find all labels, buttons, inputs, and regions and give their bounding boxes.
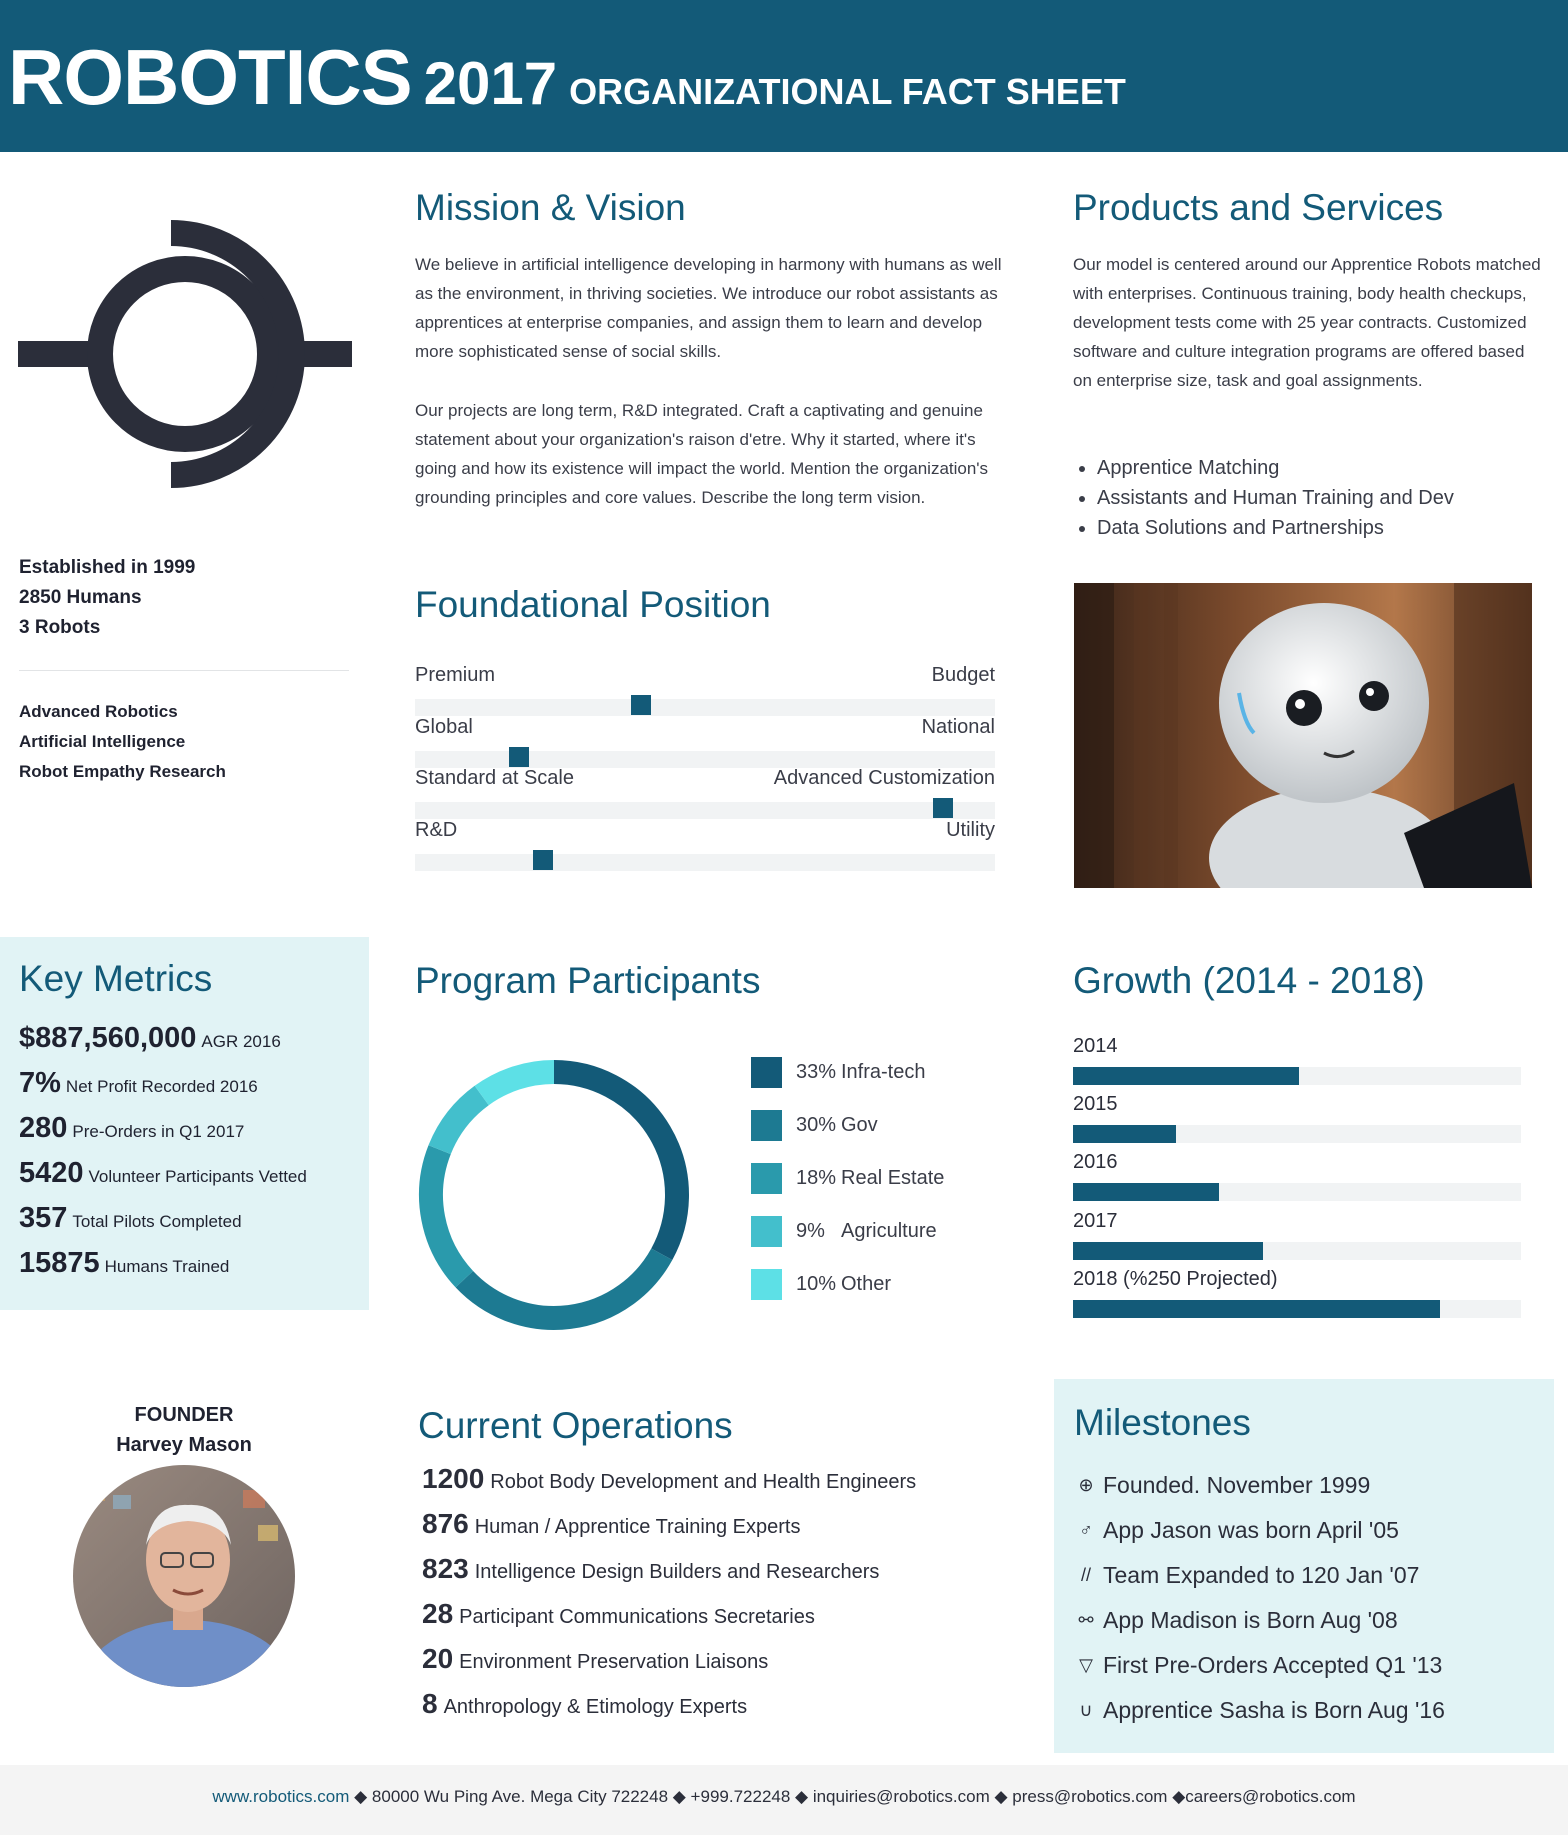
position-marker (509, 747, 529, 767)
metric-value: 357 (19, 1202, 68, 1234)
position-marker (933, 798, 953, 818)
operation-count: 28 (422, 1598, 454, 1629)
area-item: Robot Empathy Research (19, 762, 226, 781)
donut-slice-gov (464, 1254, 661, 1318)
operation-label: Robot Body Development and Health Engineers (490, 1471, 917, 1493)
triangle-icon: ▽ (1079, 1655, 1093, 1675)
metric-item (19, 1247, 229, 1280)
operation-item (422, 1508, 800, 1540)
metric-value: $887,560,000 (19, 1022, 197, 1054)
position-left-label: Global (415, 716, 473, 738)
milestone-item (1075, 1472, 1370, 1499)
milestone-text: First Pre-Orders Accepted Q1 '13 (1103, 1652, 1443, 1678)
position-marker (631, 695, 651, 715)
products-text (1073, 250, 1543, 425)
milestone-item (1075, 1697, 1445, 1724)
metric-item (19, 1022, 281, 1055)
legend-swatch (751, 1057, 782, 1088)
legend-label: Real Estate (841, 1166, 945, 1189)
milestone-item (1075, 1562, 1419, 1589)
legend-item (751, 1216, 937, 1246)
products-list-item: • Assistants and Human Training and Dev (1097, 483, 1567, 513)
milestone-item (1075, 1652, 1442, 1679)
growth-title: Growth (2014 - 2018) (1073, 960, 1425, 1001)
legend-label: Other (841, 1272, 892, 1295)
operation-count: 1200 (422, 1463, 485, 1494)
operation-count: 20 (422, 1643, 454, 1674)
link-icon: ⚯ (1078, 1610, 1094, 1630)
legend-percent: 10% (796, 1272, 837, 1295)
growth-label: 2015 (1073, 1093, 1118, 1115)
legend-label: Agriculture (841, 1219, 937, 1242)
milestone-item (1075, 1607, 1398, 1634)
mission-title: Mission & Vision (415, 187, 686, 228)
position-left-label: Premium (415, 664, 496, 686)
operation-count: 876 (422, 1508, 469, 1539)
legend-label: Infra-tech (841, 1060, 926, 1083)
products-title: Products and Services (1073, 187, 1444, 228)
operation-label: Environment Preservation Liaisons (459, 1651, 769, 1673)
position-track (415, 802, 995, 819)
legend-item (751, 1163, 944, 1193)
operation-item (422, 1598, 815, 1630)
growth-bar (1073, 1183, 1219, 1201)
position-track (415, 751, 995, 768)
robot-photo (1074, 583, 1532, 888)
metric-value: 15875 (19, 1247, 100, 1279)
growth-label: 2016 (1073, 1151, 1118, 1173)
products-list-item: • Data Solutions and Partnerships (1097, 513, 1567, 543)
legend-swatch (751, 1163, 782, 1194)
legend-percent: 30% (796, 1113, 837, 1136)
milestone-text: App Jason was born April '05 (1103, 1517, 1399, 1543)
metric-value: 5420 (19, 1157, 84, 1189)
website-link[interactable]: www.robotics.com (212, 1787, 350, 1806)
growth-bar (1073, 1067, 1299, 1085)
donut-slice-agriculture (440, 1095, 482, 1149)
operation-count: 823 (422, 1553, 469, 1584)
area-item: Artificial Intelligence (19, 732, 186, 751)
mission-paragraph: Our projects are long term, R&D integrated. Craft a captivating and genuine statement about your organization's raison d'etre. Why it started, where it's going and how its existence will impact the world. Mention the organization's grounding principles and core values. Describe the long term vision. (415, 401, 989, 507)
operation-label: Intelligence Design Builders and Researchers (474, 1561, 880, 1583)
position-row (415, 819, 995, 847)
position-row (415, 664, 995, 692)
position-right-label: Utility (946, 819, 995, 841)
mission-paragraph: We believe in artificial intelligence developing in harmony with humans as well as the environment, in thriving societies. We introduce our robot assistants as apprentices at enterprise companies, and assign them to learn and develop more sophisticated sense of social skills. (415, 255, 1002, 361)
founder-block (70, 1400, 298, 1460)
growth-row (1073, 1210, 1521, 1236)
position-row (415, 767, 995, 795)
growth-bar (1073, 1300, 1440, 1318)
growth-row (1073, 1268, 1521, 1294)
metric-label: Total Pilots Completed (72, 1212, 242, 1231)
milestone-text: App Madison is Born Aug '08 (1103, 1607, 1398, 1633)
page-title (8, 32, 1126, 123)
foundational-title: Foundational Position (415, 584, 771, 625)
legend-swatch (751, 1269, 782, 1300)
metric-label: Humans Trained (104, 1257, 230, 1276)
growth-label: 2014 (1073, 1035, 1118, 1057)
donut-slice-other (482, 1072, 554, 1095)
birth-icon: ♂ (1079, 1520, 1093, 1540)
footer-contact (0, 1787, 1568, 1807)
operation-count: 8 (422, 1688, 438, 1719)
area-item: Advanced Robotics (19, 702, 178, 721)
growth-bar (1073, 1242, 1263, 1260)
metric-item (19, 1202, 242, 1235)
position-marker (533, 850, 553, 870)
operations-title: Current Operations (418, 1405, 733, 1446)
participants-title: Program Participants (415, 960, 761, 1001)
fact-established: Established in 1999 (19, 557, 196, 578)
legend-percent: 33% (796, 1060, 837, 1083)
mission-text (415, 250, 1005, 542)
metric-label: Net Profit Recorded 2016 (65, 1077, 258, 1096)
metric-item (19, 1112, 244, 1145)
products-paragraph: Our model is centered around our Apprentice Robots matched with enterprises. Continuous training, body health checkups, development tests come with 25 year contracts. Customized software and culture integration programs are offered based on enterprise size, task and goal assignments. (1073, 255, 1541, 390)
milestone-item (1075, 1517, 1399, 1544)
donut-slice-real-estate (431, 1150, 464, 1279)
fact-robots: 3 Robots (19, 617, 101, 638)
growth-label: 2017 (1073, 1210, 1118, 1232)
divider (19, 670, 349, 671)
metric-value: 7% (19, 1067, 61, 1099)
metric-label: Pre-Orders in Q1 2017 (72, 1122, 245, 1141)
org-areas (19, 697, 226, 787)
position-right-label: Advanced Customization (773, 767, 995, 789)
products-list (1073, 453, 1567, 543)
title-sub: ORGANIZATIONAL FACT SHEET (569, 71, 1126, 112)
founder-label: FOUNDER (134, 1404, 234, 1426)
fact-humans: 2850 Humans (19, 587, 142, 608)
title-main: ROBOTICS (8, 33, 412, 121)
growth-row (1073, 1151, 1521, 1177)
milestones-title: Milestones (1074, 1402, 1251, 1443)
milestone-text: Apprentice Sasha is Born Aug '16 (1103, 1697, 1445, 1723)
founded-icon: ⊕ (1078, 1475, 1094, 1495)
growth-row (1073, 1035, 1521, 1061)
position-track (415, 854, 995, 871)
operation-label: Participant Communications Secretaries (459, 1606, 815, 1628)
legend-swatch (751, 1110, 782, 1141)
position-left-label: Standard at Scale (415, 767, 574, 789)
operation-item (422, 1643, 768, 1675)
footer-contact-details: ◆ 80000 Wu Ping Ave. Mega City 722248 ◆ +999.722248 ◆ inquiries@robotics.com ◆ press@robotics.com ◆careers@robotics.com (349, 1787, 1356, 1806)
legend-item (751, 1057, 925, 1087)
operation-label: Anthropology & Etimology Experts (443, 1696, 748, 1718)
growth-row (1073, 1093, 1521, 1119)
milestone-text: Founded. November 1999 (1103, 1472, 1371, 1498)
metrics-title: Key Metrics (19, 958, 213, 999)
metric-item (19, 1157, 307, 1190)
operation-item (422, 1688, 747, 1720)
magnet-icon: ∪ (1079, 1700, 1093, 1720)
metric-item (19, 1067, 258, 1100)
position-track (415, 699, 995, 716)
operation-item (422, 1463, 916, 1495)
org-facts (19, 553, 195, 643)
metric-label: AGR 2016 (201, 1032, 281, 1051)
title-year: 2017 (423, 50, 558, 117)
operation-label: Human / Apprentice Training Experts (474, 1516, 801, 1538)
position-row (415, 716, 995, 744)
legend-item (751, 1269, 891, 1299)
expand-icon: // (1080, 1565, 1091, 1585)
founder-avatar (73, 1465, 295, 1687)
participants-donut-chart (414, 1055, 694, 1335)
position-right-label: National (921, 716, 995, 738)
position-right-label: Budget (931, 664, 995, 686)
legend-item (751, 1110, 878, 1140)
company-logo (18, 220, 352, 490)
legend-label: Gov (841, 1113, 878, 1136)
founder-name: Harvey Mason (116, 1434, 252, 1456)
legend-swatch (751, 1216, 782, 1247)
milestone-text: Team Expanded to 120 Jan '07 (1103, 1562, 1420, 1588)
metric-value: 280 (19, 1112, 68, 1144)
products-list-item: • Apprentice Matching (1097, 453, 1567, 483)
growth-label: 2018 (%250 Projected) (1073, 1268, 1278, 1290)
legend-percent: 18% (796, 1166, 837, 1189)
growth-bar (1073, 1125, 1176, 1143)
legend-percent: 9% (796, 1219, 825, 1242)
donut-slice-infra-tech (554, 1072, 677, 1254)
metric-label: Volunteer Participants Vetted (88, 1167, 307, 1186)
position-left-label: R&D (415, 819, 458, 841)
operation-item (422, 1553, 879, 1585)
